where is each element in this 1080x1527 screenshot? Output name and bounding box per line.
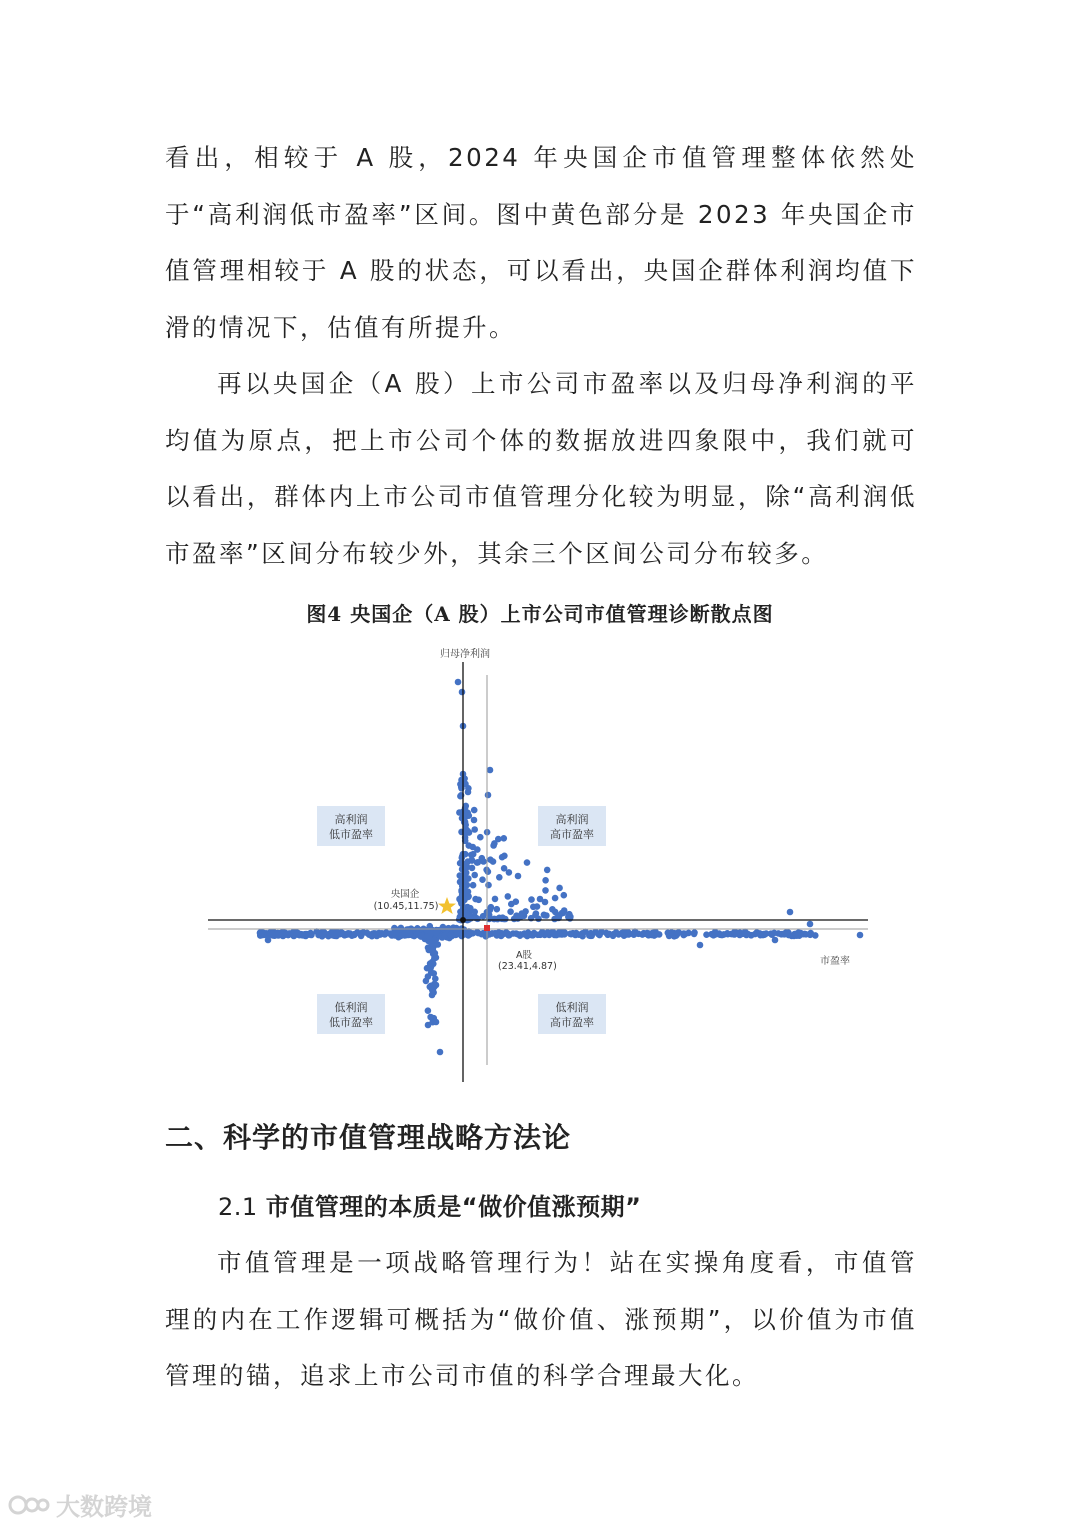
scatter-point [455, 679, 462, 686]
scatter-point [542, 877, 549, 884]
scatter-point [708, 931, 715, 938]
scatter-point [552, 895, 559, 902]
scatter-point [487, 767, 494, 774]
a-share-point-name: A股 [516, 950, 532, 961]
scatter-point [787, 909, 794, 916]
scatter-point [305, 931, 312, 938]
scatter-point [425, 1007, 432, 1014]
brand-logo-icon [8, 1491, 50, 1519]
scatter-point [468, 852, 475, 859]
scatter-point [360, 929, 367, 936]
scatter-point [471, 817, 478, 824]
quadrant-scatter-chart [200, 640, 880, 1090]
watermark [8, 1487, 152, 1522]
scatter-point [496, 874, 503, 881]
soe-star-marker [438, 897, 456, 914]
scatter-point [621, 931, 628, 938]
scatter-point [265, 937, 272, 944]
scatter-point [414, 925, 421, 932]
scatter-point [513, 898, 520, 905]
scatter-point [632, 930, 639, 937]
subsection-number: 2.1 [218, 1193, 266, 1221]
scatter-point [561, 892, 568, 899]
scatter-point [433, 1019, 440, 1026]
scatter-point [519, 910, 526, 917]
scatter-point [492, 896, 499, 903]
scatter-point [394, 927, 401, 934]
figure-title: 图4 央国企（A 股）上市公司市值管理诊断散点图 [306, 602, 774, 626]
scatter-point [464, 904, 471, 911]
scatter-point [475, 897, 482, 904]
scatter-point [515, 873, 522, 880]
scatter-point [416, 932, 423, 939]
scatter-point [479, 876, 486, 883]
scatter-point [490, 842, 497, 849]
quadrant-label-bottom-left-2: 低市盈率 [329, 1016, 373, 1029]
scatter-point [424, 927, 431, 934]
scatter-point [330, 930, 337, 937]
scatter-point [645, 931, 652, 938]
scatter-point [485, 792, 492, 799]
scatter-point [437, 1049, 444, 1056]
scatter-point [682, 931, 689, 938]
scatter-point [375, 930, 382, 937]
scatter-point [549, 906, 556, 913]
scatter-point [477, 834, 484, 841]
scatter-point [559, 910, 566, 917]
scatter-point [498, 933, 505, 940]
scatter-point [432, 975, 439, 982]
scatter-point [797, 930, 804, 937]
scatter-point [464, 882, 471, 889]
scatter-point [524, 859, 531, 866]
quadrant-label-top-left-2: 低市盈率 [329, 828, 373, 841]
scatter-point [538, 931, 545, 938]
scatter-point [323, 932, 330, 939]
scatter-point [501, 835, 508, 842]
scatter-point [428, 1014, 435, 1021]
scatter-point [465, 789, 472, 796]
scatter-point [556, 931, 563, 938]
scatter-point [756, 931, 763, 938]
subsection-heading [218, 1187, 641, 1222]
scatter-point [542, 887, 549, 894]
scatter-point [556, 885, 563, 892]
scatter-point [541, 912, 548, 919]
scatter-point [588, 930, 595, 937]
scatter-point [433, 929, 440, 936]
paragraph-2: 再以央国企（A 股）上市公司市盈率以及归母净利润的平均值为原点，把上市公司个体的数据放进四象限中，我们就可以看出，群体内上市公司市值管理分化较为明显，除“高利润低市盈率”区间分布较少外，其余三个区间公司分布较多。 [165, 369, 917, 568]
scatter-point [857, 932, 864, 939]
scatter-point [485, 882, 492, 889]
quadrant-label-bottom-right-2: 高市盈率 [550, 1016, 594, 1029]
scatter-point [269, 931, 276, 938]
scatter-point [458, 785, 465, 792]
scatter-point [668, 929, 675, 936]
paragraph-1: 看出，相较于 A 股，2024 年央国企市值管理整体依然处于“高利润低市盈率”区间。图中黄色部分是 2023 年央国企市值管理相较于 A 股的状态，可以看出，央国企群体利润均值下滑的情况下，估值有所提升。 [165, 143, 917, 342]
scatter-point [464, 828, 471, 835]
quadrant-top-left [317, 806, 385, 846]
scatter-point [369, 933, 376, 940]
scatter-point [748, 932, 755, 939]
scatter-point [459, 927, 466, 934]
subsection-title: 市值管理的本质是“做价值涨预期” [265, 1193, 642, 1221]
scatter-point [471, 872, 478, 879]
scatter-point [469, 865, 476, 872]
scatter-point [506, 932, 513, 939]
scatter-point [494, 906, 501, 913]
scatter-point [565, 914, 572, 921]
scatter-point [427, 960, 434, 967]
scatter-point [595, 931, 602, 938]
scatter-point [772, 937, 779, 944]
scatter-point [480, 913, 487, 920]
scatter-point [431, 937, 438, 944]
scatter-point [425, 973, 432, 980]
y-axis-label: 归母净利润 [440, 649, 490, 660]
scatter-point [527, 931, 534, 938]
scatter-point [771, 930, 778, 937]
scatter-point [478, 931, 485, 938]
scatter-point [338, 929, 345, 936]
scatter-point [697, 942, 704, 949]
scatter-point [528, 896, 535, 903]
scatter-point [502, 916, 509, 923]
quadrant-label-bottom-right-1: 低利润 [555, 1001, 589, 1014]
soe-point-name: 央国企 [390, 889, 420, 900]
scatter-point [285, 931, 292, 938]
scatter-point [487, 856, 494, 863]
paragraph-3: 市值管理是一项战略管理行为！站在实操角度看，市值管理的内在工作逻辑可概括为“做价值、涨预期”，以价值为市值管理的锚，追求上市公司市值的科学合理最大化。 [165, 1248, 917, 1390]
scatter-point [501, 853, 508, 860]
scatter-point [610, 933, 617, 940]
scatter-point [501, 865, 508, 872]
scatter-point [466, 842, 473, 849]
scatter-point [578, 931, 585, 938]
watermark-text: 大数跨境 [56, 1493, 152, 1521]
scatter-point [781, 931, 788, 938]
scatter-point [567, 931, 574, 938]
scatter-point [426, 947, 433, 954]
scatter-point [544, 867, 551, 874]
scatter-point [807, 921, 814, 928]
origin-marker [460, 917, 466, 923]
quadrant-label-top-right-2: 高市盈率 [550, 828, 594, 841]
scatter-point [507, 908, 514, 915]
scatter-point [721, 931, 728, 938]
quadrant-bottom-right [538, 994, 606, 1034]
scatter-point [354, 929, 361, 936]
scatter-point [258, 931, 265, 938]
scatter-point [316, 930, 323, 937]
scatter-point [542, 899, 549, 906]
scatter-point [459, 689, 466, 696]
scatter-point [474, 846, 481, 853]
x-axis-label: 市盈率 [820, 956, 850, 967]
scatter-point [807, 930, 814, 937]
a-share-point-label: (23.41,4.87) [498, 961, 557, 972]
quadrant-label-top-left-1: 高利润 [334, 813, 368, 826]
quadrant-top-right [538, 806, 606, 846]
a-share-marker [484, 925, 490, 931]
section-heading: 二、科学的市值管理战略方法论 [165, 1121, 572, 1154]
scatter-point [550, 929, 557, 936]
scatter-point [452, 926, 459, 933]
quadrant-bottom-left [317, 994, 385, 1034]
scatter-point [425, 1022, 432, 1029]
scatter-point [471, 807, 478, 814]
scatter-point [691, 931, 698, 938]
scatter-point [505, 893, 512, 900]
scatter-point [533, 910, 540, 917]
scatter-point [471, 826, 478, 833]
quadrant-label-bottom-left-1: 低利润 [334, 1001, 368, 1014]
scatter-point [517, 931, 524, 938]
soe-point-label: (10.45,11.75) [373, 901, 439, 912]
scatter-point [447, 932, 454, 939]
scatter-point [429, 992, 436, 999]
scatter-point [530, 904, 537, 911]
scatter-point [470, 882, 477, 889]
scatter-point [465, 893, 472, 900]
scatter-point [467, 931, 474, 938]
scatter-point [459, 892, 466, 899]
quadrant-label-top-right-1: 高利润 [555, 813, 589, 826]
